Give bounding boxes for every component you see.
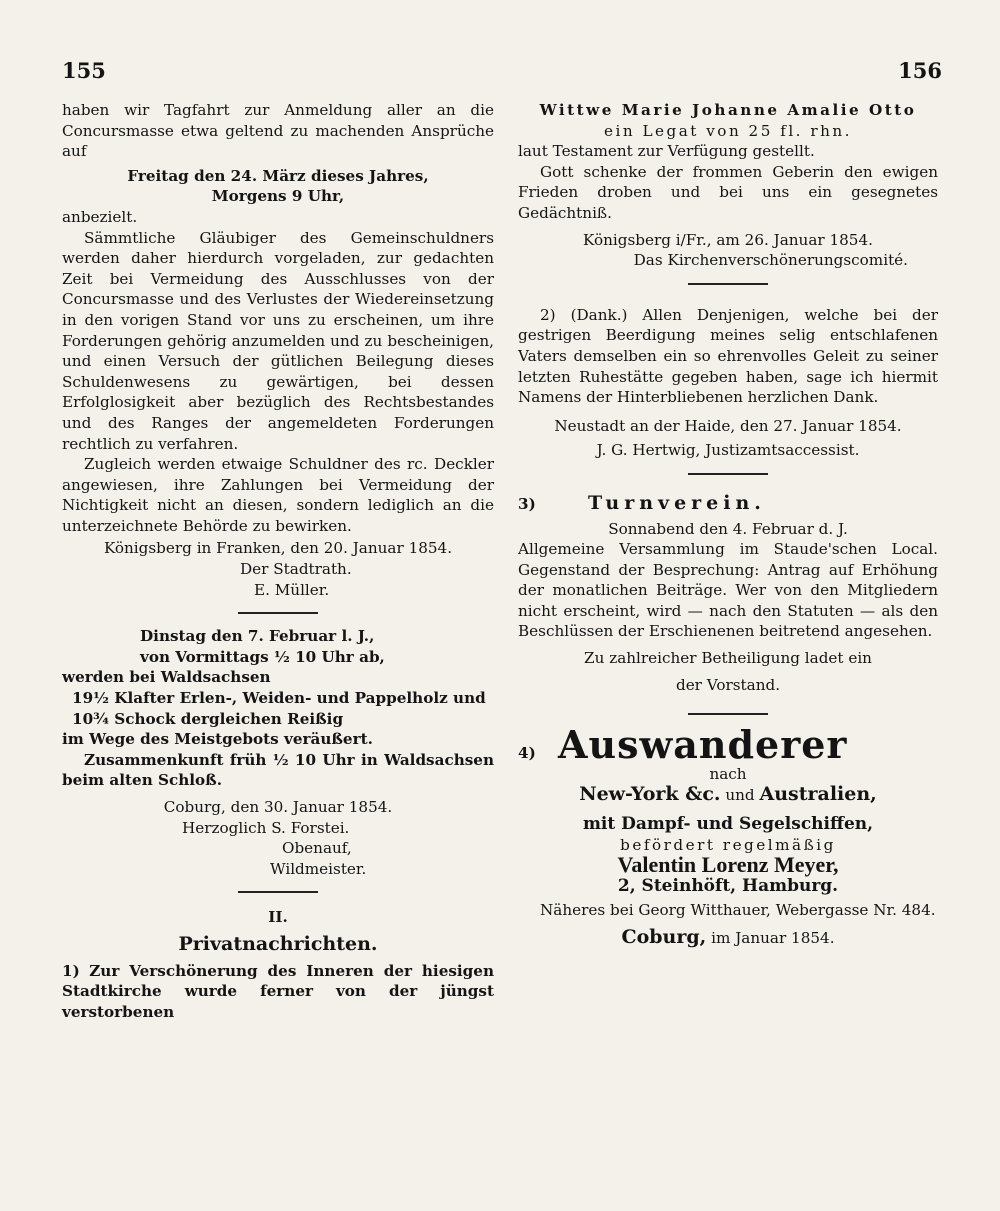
neustadt-dateline: Neustadt an der Haide, den 27. Januar 1854. [554,416,902,435]
wildmeister-signature: Wildmeister. [270,859,367,878]
turnverein-board-signature: der Vorstand. [675,675,781,694]
page-number-right: 156 [898,58,942,83]
emigrants-date: im Januar 1854. [711,929,835,947]
left-column [62,100,494,1022]
auction-meeting: Zusammenkunft früh ½ 10 Uhr in Waldsachsen beim alten Schloß. [62,750,494,790]
church-committee-signature: Das Kirchenverschönerungscomité. [633,251,908,270]
auction-time: von Vormittags ½ 10 Uhr ab, [140,647,385,666]
emigrants-nach: nach [709,764,747,783]
emigrants-heading: Auswanderer [558,722,848,768]
regular-service: befördert regelmäßig [620,835,836,854]
debtor-instruction-paragraph: Zugleich werden etwaige Schuldner des rc. Deckler angewiesen, ihre Zahlungen bei Vermeidung der Nichtigkeit nicht an diesen, sondern lediglich an die unterzeichnete Behörde zu bewirken. [62,455,494,535]
item-number-2: 2) [540,305,556,324]
destination-und: und [725,786,755,805]
coburg-place: Coburg, [621,926,707,948]
koenigsberg-dateline-right: Königsberg i/Fr., am 26. Januar 1854. [583,230,873,249]
destination-new-york: New-York &c. [579,783,721,806]
roman-numeral-heading: II. [268,908,288,927]
item-number-4: 4) [518,744,536,763]
thanks-notice-text: (Dank.) Allen Denjenigen, welche bei der gestrigen Beerdigung meines selig entschlafenen Vaters demselben ein so ehrenvolles Geleit zu seiner letzten Ruhestätte gegeben haben, sage ich hiermit Namens der Hinterbliebenen herzlichen Dank. [518,305,938,407]
turnverein-meeting-text: Allgemeine Versammlung im Staude'schen Local. Gegenstand der Besprechung: Antrag auf Erhöhung der monatlichen Beiträge. Wer von den Mitgliedern nicht erscheint, wird — nach den Statuten — als den Beschlüssen der Erschienenen beitretend angesehen. [518,540,938,641]
legacy-blessing: Gott schenke der frommen Geberin den ewigen Frieden droben und bei uns ein gesegnetes Gedächtniß. [518,162,938,222]
right-column [518,100,938,949]
mueller-signature: E. Müller. [254,580,330,599]
coburg-dateline: Coburg, den 30. Januar 1854. [163,798,393,816]
agent-info: Näheres bei Georg Witthauer, Webergasse Nr. 484. [540,901,936,920]
auction-date: Dinstag den 7. Februar l. J., [140,627,375,646]
koenigsberg-dateline: Königsberg in Franken, den 20. Januar 1854. [103,539,453,558]
auction-location: werden bei Waldsachsen [62,668,271,687]
hertwig-signature: J. G. Hertwig, Justizamtsaccessist. [596,441,860,460]
item-number-1: 1) [62,961,80,980]
legacy-donor-name: Wittwe Marie Johanne Amalie Otto [539,101,917,119]
auction-wood-lot: 19½ Klafter Erlen-, Weiden- und Pappelholz und [72,689,486,708]
creditor-hearing-intro: haben wir Tagfahrt zur Anmeldung aller an die Concursmasse etwa geltend zu machenden Ansprüche auf [62,101,494,161]
section-divider [238,612,318,614]
stadtrath-signature: Der Stadtrath. [240,560,352,579]
auction-method: im Wege des Meistgebots veräußert. [62,730,373,749]
legacy-testament: laut Testament zur Verfügung gestellt. [518,142,815,161]
page-number-left: 155 [62,58,106,83]
section-divider [688,283,768,285]
turnverein-heading: Turnverein. [588,491,766,514]
private-news-heading: Privatnachrichten. [178,932,378,955]
hearing-date: Freitag den 24. März dieses Jahres, [127,166,429,185]
agent-address: 2, Steinhöft, Hamburg. [617,875,839,896]
ship-types: mit Dampf- und Segelschiffen, [582,814,874,835]
section-divider [238,891,318,893]
obenauf-signature: Obenauf, [282,839,352,858]
forstei-signature: Herzoglich S. Forstei. [182,818,350,837]
section-divider [688,473,768,475]
creditor-summons-paragraph: Sämmtliche Gläubiger des Gemeinschuldners werden daher hierdurch vorgeladen, zur gedachten Zeit bei Vermeidung des Ausschlusses von der Concursmasse und des Verlustes der Wiedereinsetzung in den vorigen Stand vor uns zu erscheinen, um ihre Forderungen gehörig anzumelden und zu bescheinigen, und einen Versuch der gütlichen Beilegung dieses Schuldenwesens zu gewärtigen, bei dessen Erfolglosigkeit aber bezüglich des Rechtsbestandes und des Ranges der angemeldeten Forderungen rechtlich zu verfahren. [62,228,494,453]
hearing-time: Morgens 9 Uhr, [211,187,345,206]
auction-brush-lot: 10¾ Schock dergleichen Reißig [72,709,344,728]
section-divider [688,713,768,715]
turnverein-date: Sonnabend den 4. Februar d. J. [608,519,848,538]
anbezielt-text: anbezielt. [62,207,138,226]
agent-name: Valentin Lorenz Meyer, [617,852,839,878]
item-number-3: 3) [518,494,536,513]
legacy-amount: ein Legat von 25 fl. rhn. [603,121,852,140]
church-donation-text: Zur Verschönerung des Inneren der hiesigen Stadtkirche wurde ferner von der jüngst verstorbenen [62,961,495,1021]
turnverein-invitation: Zu zahlreicher Betheiligung ladet ein [584,649,872,668]
destination-australia: Australien, [759,783,877,806]
